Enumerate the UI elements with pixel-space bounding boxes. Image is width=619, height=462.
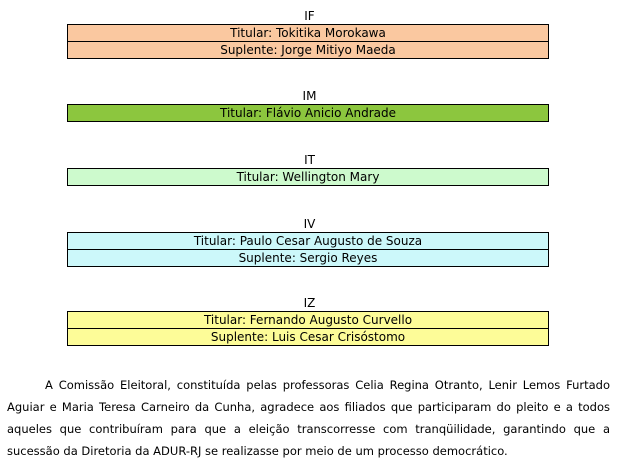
titular-row: Titular: Tokitika Morokawa [230, 26, 386, 40]
section-box-if [67, 24, 549, 59]
closing-paragraph-text: A Comissão Eleitoral, constituída pelas professoras Celia Regina Otranto, Lenir Lemos Furtado Aguiar e Maria Teresa Carneiro da Cunha, agradece aos filiados que participaram do pleito e a todos aqueles que contribuíram para que a eleição transcorresse com tranqüilidade, garantindo que a sucessão da Diretoria da ADUR-RJ se realizasse por meio de um processo democrático. [7, 378, 610, 458]
titular-row: Titular: Fernando Augusto Curvello [203, 313, 413, 327]
section-box-iz [67, 311, 549, 346]
suplente-row: Suplente: Jorge Mitiyo Maeda [68, 41, 548, 58]
titular-row: Titular: Flávio Anicio Andrade [219, 106, 396, 120]
section-box-it [67, 168, 549, 186]
suplente-row: Suplente: Luis Cesar Crisóstomo [68, 328, 548, 345]
titular-row: Titular: Wellington Mary [236, 170, 380, 184]
section-label-iv: IV [303, 217, 316, 231]
section-label-iz: IZ [303, 296, 316, 310]
section-label-it: IT [304, 153, 315, 167]
titular-row: Titular: Paulo Cesar Augusto de Souza [193, 234, 423, 248]
section-box-iv [67, 232, 549, 267]
closing-paragraph [7, 374, 610, 462]
section-label-im: IM [302, 89, 317, 103]
section-label-if: IF [304, 9, 315, 23]
suplente-row: Suplente: Sergio Reyes [68, 249, 548, 266]
section-box-im [67, 104, 549, 122]
